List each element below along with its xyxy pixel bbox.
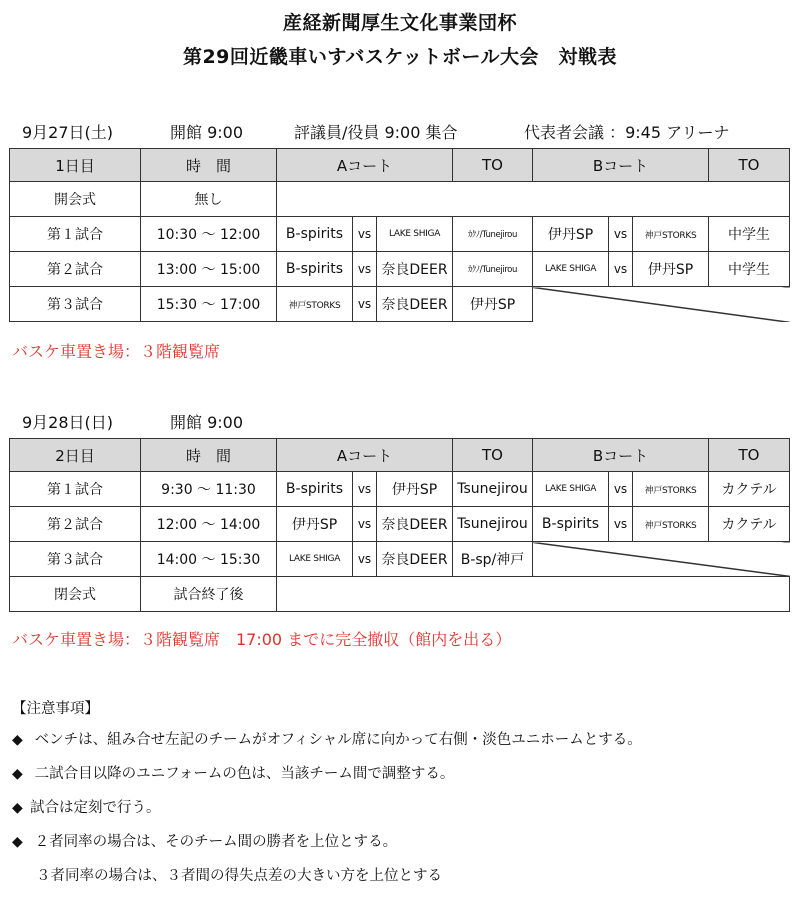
vs-label: vs: [609, 217, 633, 252]
game-time: 12:00 ～ 14:00: [141, 507, 277, 542]
note-continuation: ３者同率の場合は、３者間の得失点差の大きい方を上位とする: [36, 868, 442, 884]
b-team-2: 伊丹SP: [633, 252, 709, 287]
vs-label: vs: [353, 287, 377, 322]
day2-open: 開館 9:00: [170, 413, 244, 432]
game-time: 9:30 ～ 11:30: [141, 472, 277, 507]
a-team-2: 奈良DEER: [377, 507, 453, 542]
a-team-2: 伊丹SP: [377, 472, 453, 507]
game-label: 第２試合: [10, 252, 141, 287]
list-item: [12, 730, 792, 764]
notes-section: [12, 697, 792, 896]
table-row: [10, 507, 790, 542]
a-team-1: 伊丹SP: [277, 507, 353, 542]
diamond-bullet-icon: ◆: [12, 732, 23, 748]
list-item: [12, 832, 792, 866]
day1-info: [22, 120, 729, 143]
b-team-1: LAKE SHIGA: [533, 252, 609, 287]
table-row: [10, 217, 790, 252]
header-day: 1日目: [10, 149, 141, 182]
a-team-2: 奈良DEER: [377, 542, 453, 577]
header-day: 2日目: [10, 439, 141, 472]
game-time: 13:00 ～ 15:00: [141, 252, 277, 287]
day1-ceremony-row: [10, 182, 790, 217]
b-team-1: 伊丹SP: [533, 217, 609, 252]
vs-label: vs: [353, 542, 377, 577]
game-label: 第３試合: [10, 287, 141, 322]
b-table-officials: 中学生: [709, 252, 790, 287]
header-a-court: Aコート: [277, 149, 453, 182]
a-team-1: B-spirits: [277, 217, 353, 252]
a-team-2: 奈良DEER: [377, 287, 453, 322]
header-to-a: TO: [453, 439, 533, 472]
header-a-court: Aコート: [277, 439, 453, 472]
title-line-1: 産経新聞厚生文化事業団杯: [282, 12, 517, 34]
b-court-empty-slash: [533, 542, 790, 577]
table-row: [10, 252, 790, 287]
day2-header-row: [10, 439, 790, 472]
b-team-2: 神戸STORKS: [633, 507, 709, 542]
game-time: 10:30 ～ 12:00: [141, 217, 277, 252]
vs-label: vs: [609, 252, 633, 287]
game-label: 第３試合: [10, 542, 141, 577]
day1-open: 開館 9:00: [170, 123, 244, 142]
b-team-2: 神戸STORKS: [633, 217, 709, 252]
game-time: 14:00 ～ 15:30: [141, 542, 277, 577]
vs-label: vs: [353, 472, 377, 507]
a-team-1: B-spirits: [277, 472, 353, 507]
vs-label: vs: [353, 217, 377, 252]
game-label: 第１試合: [10, 472, 141, 507]
diamond-bullet-icon: ◆: [12, 800, 23, 816]
a-table-officials: 伊丹SP: [453, 287, 533, 322]
day1-meeting-assembly: 評議員/役員 9:00 集合: [294, 123, 458, 142]
header-to-b: TO: [709, 149, 790, 182]
note-text: 試合は定刻で行う。: [30, 800, 161, 816]
a-team-1: 神戸STORKS: [277, 287, 353, 322]
a-team-1: B-spirits: [277, 252, 353, 287]
title-line-2: 第29回近畿車いすバスケットボール大会 対戦表: [182, 46, 618, 68]
a-table-officials: ｶｸﾉ/Tunejirou: [453, 252, 533, 287]
note-text: ベンチは、組み合せ左記のチームがオフィシャル席に向かって右側・淡色ユニホームとする。: [34, 732, 642, 748]
day1-schedule-table: [9, 148, 790, 322]
header-b-court: Bコート: [533, 149, 709, 182]
closing-time: 試合終了後: [141, 577, 277, 612]
vs-label: vs: [609, 472, 633, 507]
day2-info: [22, 410, 243, 433]
header-to-a: TO: [453, 149, 533, 182]
day1-date: 9月27日(土): [22, 123, 114, 142]
table-row: [10, 287, 790, 322]
game-label: 第１試合: [10, 217, 141, 252]
ceremony-label: 開会式: [10, 182, 141, 217]
diamond-bullet-icon: ◆: [12, 766, 23, 782]
table-row: [10, 472, 790, 507]
day2-wheelchair-parking-note: バスケ車置き場：３階観覧席 17:00 までに完全撤収（館内を出る）: [12, 630, 512, 649]
closing-empty: [277, 577, 790, 612]
header-b-court: Bコート: [533, 439, 709, 472]
game-label: 第２試合: [10, 507, 141, 542]
day2-date: 9月28日(日): [22, 413, 114, 432]
b-team-1: B-spirits: [533, 507, 609, 542]
note-text: 二試合目以降のユニフォームの色は、当該チーム間で調整する。: [34, 766, 455, 782]
a-table-officials: Tsunejirou: [453, 472, 533, 507]
a-team-2: 奈良DEER: [377, 252, 453, 287]
day1-header-row: [10, 149, 790, 182]
b-table-officials: カクテル: [709, 472, 790, 507]
day1-wheelchair-parking-note: バスケ車置き場：３階観覧席: [12, 342, 221, 361]
notes-heading: 【注意事項】: [12, 701, 99, 717]
ceremony-empty: [277, 182, 790, 217]
closing-label: 閉会式: [10, 577, 141, 612]
day1-representative-meeting: 代表者会議 ：9:45 アリーナ: [524, 123, 730, 142]
b-court-empty-slash: [533, 287, 790, 322]
day2-closing-row: [10, 577, 790, 612]
a-table-officials: ｶｸﾉ/Tunejirou: [453, 217, 533, 252]
list-item: [12, 798, 792, 832]
b-team-1: LAKE SHIGA: [533, 472, 609, 507]
header-to-b: TO: [709, 439, 790, 472]
day2-schedule-table: [9, 438, 790, 612]
list-item: [12, 764, 792, 798]
a-table-officials: B-sp/神戸: [453, 542, 533, 577]
table-row: [10, 542, 790, 577]
a-table-officials: Tsunejirou: [453, 507, 533, 542]
vs-label: vs: [353, 252, 377, 287]
note-text: ２者同率の場合は、そのチーム間の勝者を上位とする。: [34, 834, 398, 850]
vs-label: vs: [609, 507, 633, 542]
ceremony-time: 無し: [141, 182, 277, 217]
a-team-1: LAKE SHIGA: [277, 542, 353, 577]
diamond-bullet-icon: ◆: [12, 834, 23, 850]
a-team-2: LAKE SHIGA: [377, 217, 453, 252]
game-time: 15:30 ～ 17:00: [141, 287, 277, 322]
b-table-officials: 中学生: [709, 217, 790, 252]
header-time: 時 間: [141, 439, 277, 472]
vs-label: vs: [353, 507, 377, 542]
b-table-officials: カクテル: [709, 507, 790, 542]
b-team-2: 神戸STORKS: [633, 472, 709, 507]
header-time: 時 間: [141, 149, 277, 182]
